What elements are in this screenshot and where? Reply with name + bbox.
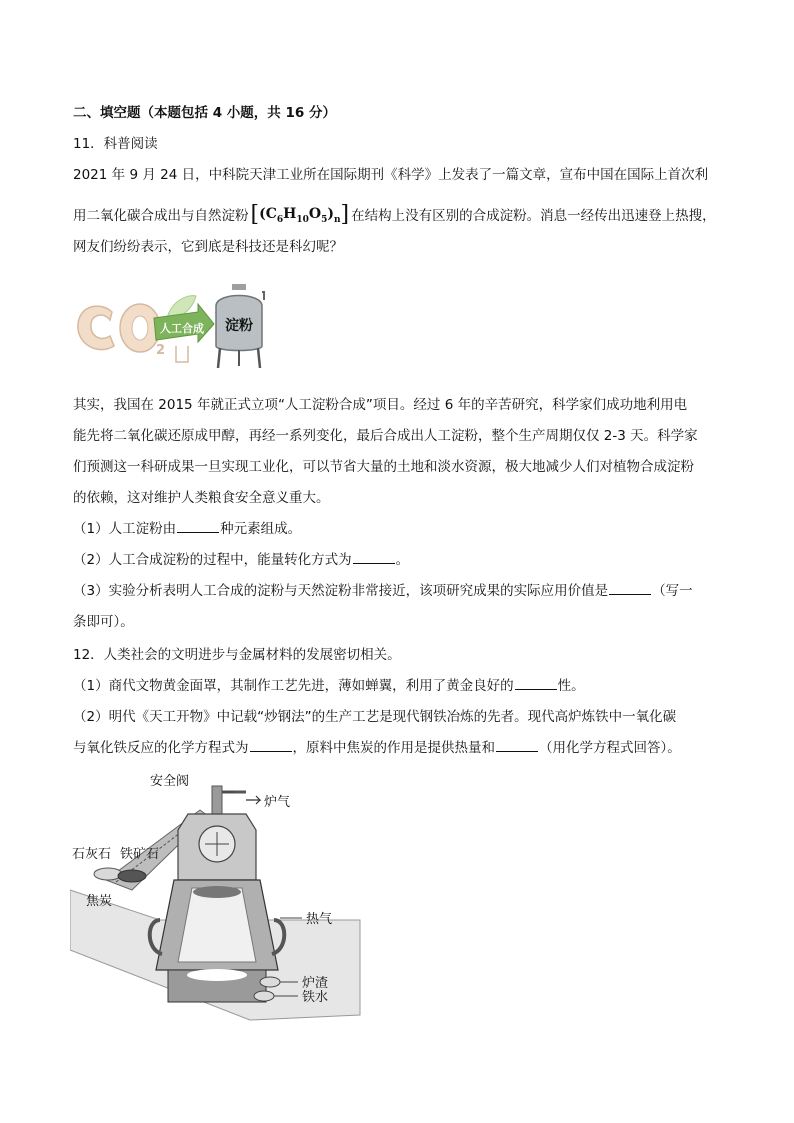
- top-pipe: [212, 786, 222, 814]
- q11-paragraph1-line2: [73, 202, 716, 232]
- label-limestone: 石灰石: [72, 847, 112, 862]
- q11-sub1: [73, 519, 301, 539]
- q11-sub2: [73, 550, 409, 570]
- q11-sub2-text: （2）人工合成淀粉的过程中，能量转化方式为: [73, 552, 352, 568]
- q11-paragraph2-line1: 其实，我国在 2015 年就正式立项“人工淀粉合成”项目。经过 6 年的辛苦研究，科学家们成功地利用电: [73, 397, 688, 413]
- label-furnace-gas: 炉气: [264, 795, 291, 810]
- label-coke: 焦炭: [86, 894, 113, 909]
- q12-sub2: （2）明代《天工开物》中记载“炒钢法”的生产工艺是现代钢铁冶炼的先者。现代高炉炼铁中一氧化碳: [73, 709, 677, 725]
- q11-paragraph2-line4: 的依赖，这对维护人类粮食安全意义重大。: [73, 490, 330, 506]
- q12-sub2-line2-text: 与氧化铁反应的化学方程式为: [73, 740, 249, 756]
- slag-ladle: [260, 977, 280, 987]
- answer-blank[interactable]: [609, 582, 651, 595]
- starch-tank-icon: [216, 284, 264, 368]
- q11-paragraph1-line1: 2021 年 9 月 24 日，中科院天津工业所在国际期刊《科学》上发表了一篇文章，宣布中国在国际上首次利: [73, 167, 709, 183]
- q11-paragraph2-line2: 能先将二氧化碳还原成甲醇，再经一系列变化，最后合成出人工淀粉，整个生产周期仅仅 2-3 天。科学家: [73, 428, 698, 444]
- q11-p1-line2-pre: 用二氧化碳合成出与自然淀粉: [73, 208, 249, 224]
- q11-paragraph1-line3: 网友们纷纷表示，它到底是科技还是科幻呢？: [73, 239, 343, 255]
- label-safety-valve: 安全阀: [150, 774, 190, 789]
- limestone-pile: [94, 868, 122, 880]
- q11-sub1-text: （1）人工淀粉由: [73, 521, 177, 537]
- q12-sub1-text: （1）商代文物黄金面罩，其制作工艺先进，薄如蝉翼，利用了黄金良好的: [73, 678, 514, 694]
- answer-blank[interactable]: [496, 739, 538, 752]
- section-heading: 二、填空题（本题包括 4 小题，共 16 分）: [73, 105, 336, 121]
- iron-ore-pile: [118, 870, 146, 882]
- label-slag: 炉渣: [302, 976, 329, 991]
- q12-title: 12．人类社会的文明进步与金属材料的发展密切相关。: [73, 647, 401, 663]
- furnace-gas-arrow: [246, 796, 260, 804]
- co2-to-starch-figure: [72, 282, 272, 370]
- q11-p1-line2-post: 在结构上没有区别的合成淀粉。消息一经传出迅速登上热搜，: [351, 208, 716, 224]
- q11-title: 11．科普阅读: [73, 136, 158, 152]
- q12-sub2-line2-mid: ，原料中焦炭的作用是提供热量和: [292, 740, 495, 756]
- q12-sub1: [73, 676, 585, 696]
- q11-sub3-text: （3）实验分析表明人工合成的淀粉与天然淀粉非常接近，该项研究成果的实际应用价值是: [73, 583, 609, 599]
- q12-sub2-line2: [73, 738, 681, 758]
- answer-blank[interactable]: [515, 677, 557, 690]
- starch-formula: $[(C_6H_{10}O_5)_n]$: [250, 202, 350, 227]
- q12-sub1-suffix: 性。: [557, 678, 585, 694]
- answer-blank[interactable]: [177, 520, 219, 533]
- q11-paragraph2-line3: 们预测这一科研成果一旦实现工业化，可以节省大量的土地和淡水资源，极大地减少人们对植物合成淀粉: [73, 459, 694, 475]
- label-iron-ore: 铁矿石: [120, 847, 160, 862]
- q11-sub3-line2: 条即可）。: [73, 614, 134, 630]
- q12-sub2-line2-suffix: （用化学方程式回答）。: [539, 740, 681, 756]
- tank-label: 淀粉: [225, 318, 253, 334]
- answer-blank[interactable]: [353, 551, 395, 564]
- hearth-glow: [187, 969, 247, 981]
- label-hot-air: 热气: [306, 912, 333, 927]
- blast-furnace-figure: [70, 770, 370, 1025]
- q11-sub2-suffix: 。: [395, 552, 410, 568]
- iron-ladle: [254, 991, 274, 1001]
- q11-sub3: [73, 581, 693, 601]
- q11-sub1-suffix: 种元素组成。: [220, 521, 302, 537]
- q11-sub3-suffix: （写一: [652, 583, 693, 599]
- answer-blank[interactable]: [250, 739, 292, 752]
- flask-icon: [176, 346, 188, 362]
- co2-icon: [78, 304, 165, 358]
- co2-subscript-label: 2: [156, 343, 166, 358]
- burden-top: [193, 886, 241, 898]
- arrow-label: 人工合成: [160, 322, 204, 335]
- label-molten-iron: 铁水: [302, 990, 329, 1005]
- furnace-interior: [178, 888, 256, 962]
